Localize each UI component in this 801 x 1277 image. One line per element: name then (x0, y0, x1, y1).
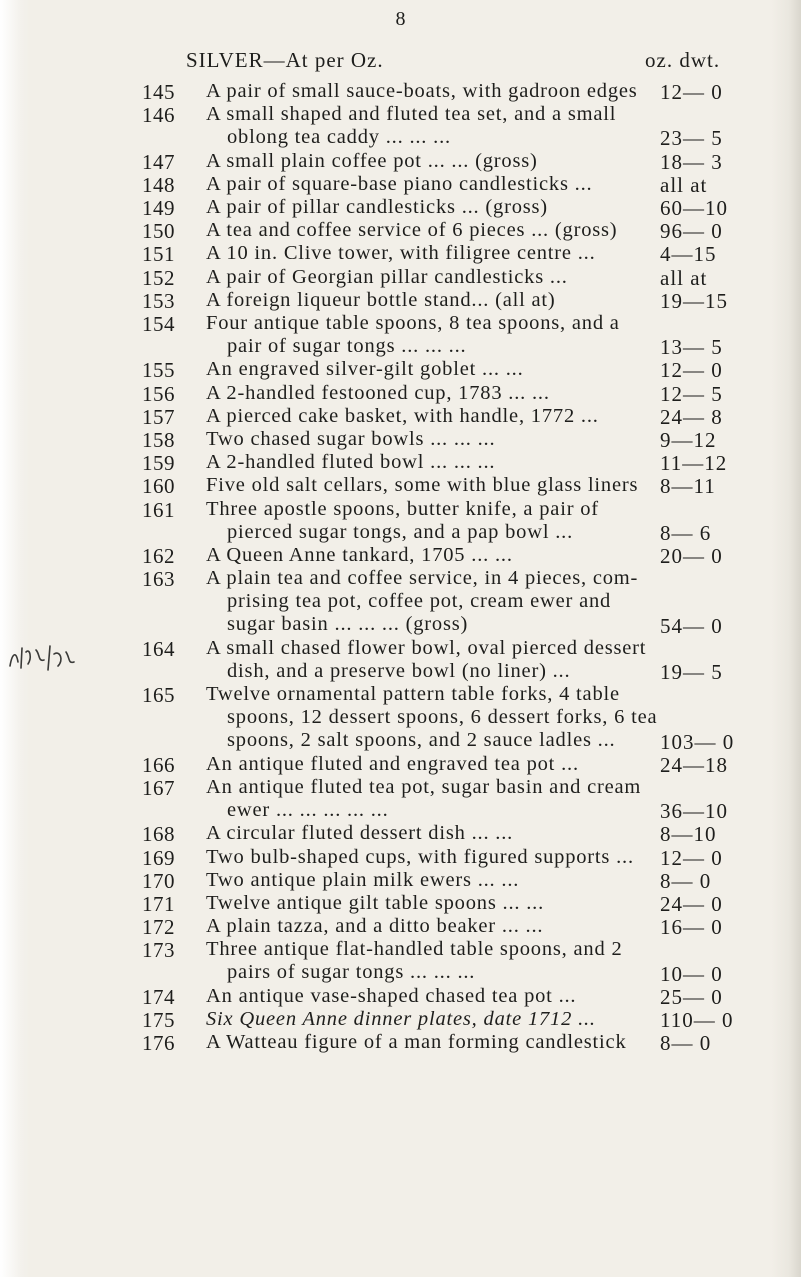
lot-description-line: A pair of Georgian pillar candlesticks ... (206, 265, 568, 288)
lot-description (206, 150, 646, 173)
lot-description (206, 451, 646, 474)
lot-description (206, 80, 646, 103)
lot-number: 165 (142, 683, 175, 708)
lot-description-line: A tea and coffee service of 6 pieces ... (gross) (206, 219, 618, 242)
lot-description-line: Two antique plain milk ewers ... ... (206, 868, 520, 891)
lot-weight: 19— 5 (660, 659, 723, 684)
lot-number: 147 (142, 149, 175, 174)
lot-number: 156 (142, 381, 175, 406)
handwritten-margin-note (6, 640, 76, 672)
lot-weight: 4—15 (660, 242, 717, 267)
lot-description-line: A small plain coffee pot ... ... (gross) (206, 149, 538, 172)
lot-description (206, 985, 646, 1008)
lot-description (206, 405, 646, 428)
lot-number: 160 (142, 474, 175, 499)
lot-description (206, 776, 646, 822)
lot-number: 149 (142, 196, 175, 220)
lot-weight: 19—15 (660, 288, 728, 313)
lot-number: 152 (142, 265, 175, 290)
lot-description-line: A Queen Anne tankard, 1705 ... ... (206, 544, 513, 566)
lot-number: 176 (142, 1031, 175, 1056)
lot-weight: 12— 0 (660, 845, 723, 870)
lot-weight: 8—10 (660, 822, 717, 847)
lot-description-line: An engraved silver-gilt goblet ... ... (206, 358, 524, 381)
lot-description (206, 428, 646, 451)
lot-weight: 12— 0 (660, 358, 723, 383)
lot-description (206, 683, 658, 752)
lot-number: 172 (142, 915, 175, 940)
lot-number: 155 (142, 358, 175, 383)
lot-description-line: pairs of sugar tongs ... ... ... (227, 961, 476, 984)
lot-weight: 13— 5 (660, 335, 723, 360)
lot-description (206, 242, 646, 265)
lot-description-line: A 10 in. Clive tower, with filigree centre ... (206, 242, 596, 265)
lot-description (206, 474, 646, 497)
lot-description (206, 892, 646, 915)
lot-description (206, 915, 646, 938)
lot-description-line: Four antique table spoons, 8 tea spoons, and a (206, 312, 620, 334)
lot-weight: 20— 0 (660, 544, 723, 568)
lot-number: 169 (142, 845, 175, 870)
lot-number: 163 (142, 567, 175, 592)
lot-weight: 8— 6 (660, 520, 712, 545)
lot-weight: all at (660, 172, 708, 197)
lot-description-line: sugar basin ... ... ... (gross) (227, 613, 469, 636)
lot-weight: 23— 5 (660, 126, 723, 151)
lot-weight: 36—10 (660, 799, 728, 824)
lot-description-line: Six Queen Anne dinner plates, date 1712 ... (206, 1008, 596, 1030)
lot-number: 148 (142, 172, 175, 197)
lot-number: 162 (142, 544, 175, 568)
lot-description (206, 938, 646, 984)
lot-weight: 8— 0 (660, 868, 712, 893)
lot-weight: 8—11 (660, 474, 716, 499)
lot-description (206, 498, 646, 544)
lot-number: 145 (142, 80, 175, 104)
lot-description (206, 358, 646, 381)
lot-description-line: Twelve antique gilt table spoons ... ... (206, 892, 545, 914)
lot-weight: 18— 3 (660, 149, 723, 174)
lot-description (206, 846, 646, 869)
lot-weight: 9—12 (660, 428, 717, 452)
lot-number: 150 (142, 219, 175, 244)
lot-number: 154 (142, 312, 175, 336)
lot-number: 171 (142, 892, 175, 916)
lot-description-line: ewer ... ... ... ... ... (227, 799, 389, 821)
lot-description-line: pierced sugar tongs, and a pap bowl ... (227, 520, 574, 543)
lot-description-line: spoons, 12 dessert spoons, 6 dessert forks, 6 tea (227, 706, 658, 729)
section-title: SILVER—At per Oz. (186, 48, 384, 72)
lot-description (206, 637, 646, 683)
lot-description-line: A pierced cake basket, with handle, 1772 ... (206, 404, 599, 427)
lot-weight: 60—10 (660, 196, 728, 220)
catalogue-header (0, 48, 801, 72)
lot-description (206, 869, 646, 892)
lot-number: 158 (142, 428, 175, 452)
lot-description-line: Twelve ornamental pattern table forks, 4 table (206, 683, 620, 706)
lot-description-line: A foreign liqueur bottle stand... (all at) (206, 288, 556, 311)
lot-weight: 25— 0 (660, 984, 723, 1009)
lot-number: 146 (142, 103, 175, 128)
lot-number: 159 (142, 451, 175, 476)
lot-number: 173 (142, 938, 175, 963)
lot-description-line: A circular fluted dessert dish ... ... (206, 822, 514, 845)
lot-description-line: A plain tea and coffee service, in 4 pieces, com- (206, 567, 639, 590)
lot-description-line: A pair of small sauce-boats, with gadroon edges (206, 80, 638, 102)
lot-number: 157 (142, 404, 175, 429)
lot-description-line: Three antique flat-handled table spoons, and 2 (206, 938, 623, 961)
lot-number: 175 (142, 1008, 175, 1032)
lot-description (206, 103, 646, 149)
lot-description-line: A Watteau figure of a man forming candlestick (206, 1031, 627, 1054)
lot-description-line: Three apostle spoons, butter knife, a pair of (206, 497, 599, 520)
lot-description-line: A 2-handled fluted bowl ... ... ... (206, 451, 496, 474)
lot-description (206, 544, 646, 567)
lot-description-line: Five old salt cellars, some with blue glass liners (206, 474, 639, 497)
lot-weight: 24— 0 (660, 892, 723, 916)
lot-description (206, 1031, 646, 1054)
lot-number: 174 (142, 984, 175, 1009)
lot-description (206, 312, 646, 358)
lot-description (206, 567, 646, 636)
lot-description-line: spoons, 2 salt spoons, and 2 sauce ladles ... (227, 729, 616, 752)
lot-number: 166 (142, 752, 175, 777)
lot-description (206, 266, 646, 289)
lot-description (206, 382, 646, 405)
lot-weight: 8— 0 (660, 1031, 712, 1056)
lot-number: 151 (142, 242, 175, 267)
lot-description-line: Two bulb-shaped cups, with figured supports ... (206, 845, 634, 868)
lot-weight: 24—18 (660, 752, 728, 777)
page-edge-left (0, 0, 30, 1277)
lot-weight: 24— 8 (660, 404, 723, 429)
lot-description-line: A pair of square-base piano candlesticks ... (206, 172, 593, 195)
lot-description (206, 753, 646, 776)
lot-number: 167 (142, 776, 175, 800)
lot-description (206, 289, 646, 312)
lot-description-line: pair of sugar tongs ... ... ... (227, 335, 467, 357)
lot-weight: 103— 0 (660, 729, 735, 754)
lot-description-line: Two chased sugar bowls ... ... ... (206, 428, 496, 450)
lot-number: 168 (142, 822, 175, 847)
lot-weight: 96— 0 (660, 219, 723, 244)
lot-weight: 110— 0 (660, 1008, 734, 1032)
lot-weight: 12— 0 (660, 80, 723, 104)
lot-number: 153 (142, 288, 175, 313)
lot-description (206, 196, 646, 219)
lot-description-line: An antique fluted and engraved tea pot ... (206, 752, 579, 775)
lot-weight: 16— 0 (660, 915, 723, 940)
lot-description-line: prising tea pot, coffee pot, cream ewer and (227, 590, 612, 613)
lot-description (206, 1008, 646, 1031)
lot-description-line: A 2-handled festooned cup, 1783 ... ... (206, 381, 550, 404)
lot-description-line: An antique vase-shaped chased tea pot ... (206, 984, 577, 1007)
lot-weight: 54— 0 (660, 613, 723, 638)
weight-units-header: oz. dwt. (645, 48, 721, 72)
lot-number: 161 (142, 497, 175, 522)
lot-description-line: A small shaped and fluted tea set, and a small (206, 103, 617, 126)
lot-weight: 12— 5 (660, 381, 723, 406)
lot-description-line: oblong tea caddy ... ... ... (227, 126, 451, 149)
lot-number: 170 (142, 868, 175, 893)
lot-number: 164 (142, 636, 175, 661)
lot-description-line: An antique fluted tea pot, sugar basin and cream (206, 776, 642, 798)
lot-description (206, 219, 646, 242)
lot-description-line: dish, and a preserve bowl (no liner) ... (227, 659, 571, 682)
lot-description (206, 822, 646, 845)
lot-description-line: A pair of pillar candlesticks ... (gross) (206, 196, 548, 218)
lot-weight: all at (660, 265, 708, 290)
lot-description (206, 173, 646, 196)
lot-description-line: A small chased flower bowl, oval pierced dessert (206, 636, 647, 659)
lot-description-line: A plain tazza, and a ditto beaker ... ... (206, 915, 544, 938)
page-number: 8 (395, 8, 406, 30)
lot-weight: 10— 0 (660, 961, 723, 986)
lot-weight: 11—12 (660, 451, 728, 476)
